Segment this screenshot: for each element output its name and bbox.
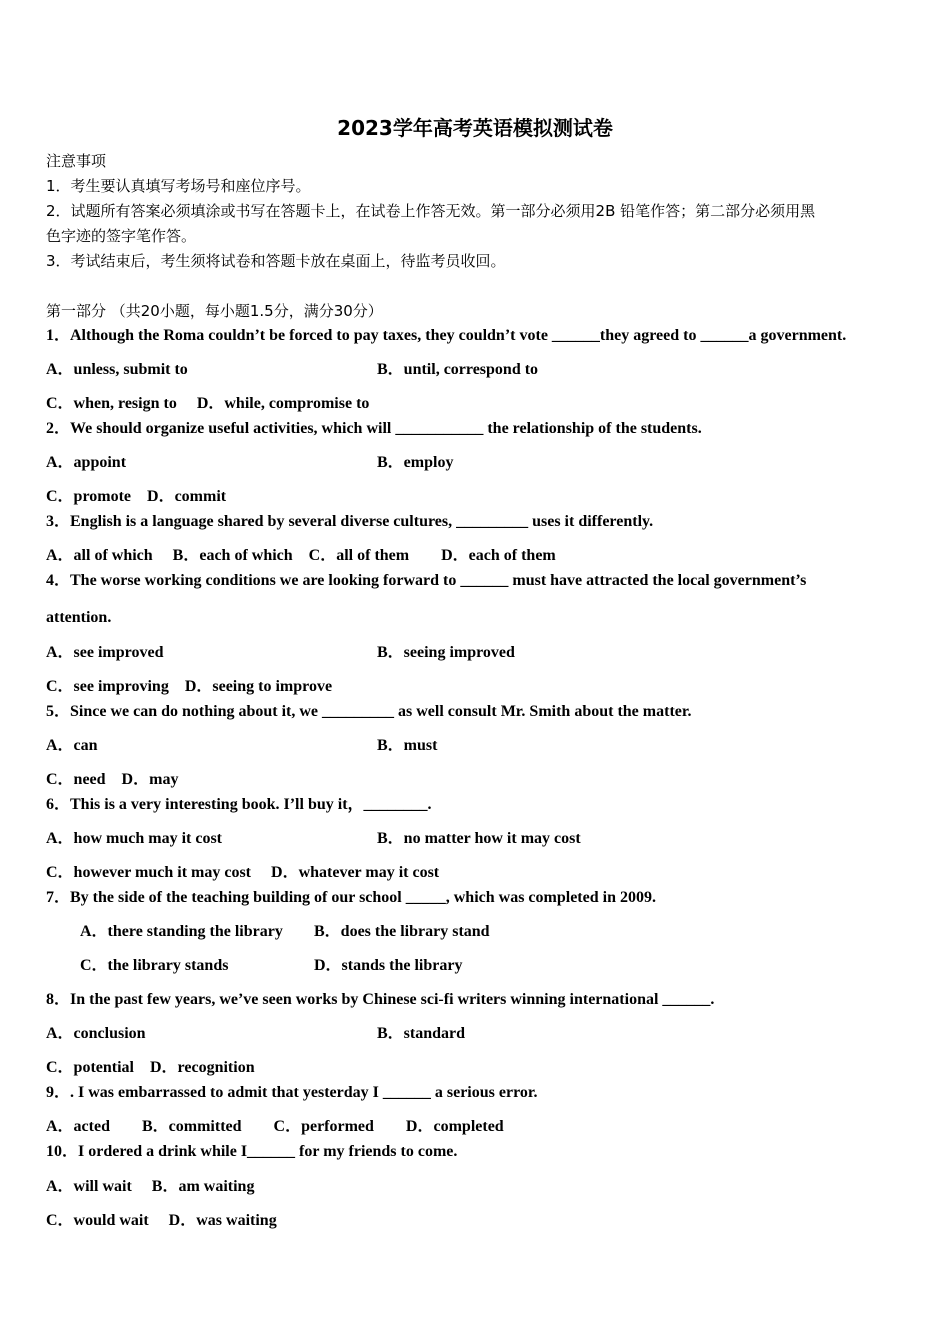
option-a: A．see improved <box>46 644 164 661</box>
notice-item: 色字迹的签字笔作答。 <box>46 227 197 245</box>
question-stem: 3．English is a language shared by several diverse cultures, _________ uses it differently. <box>46 513 654 530</box>
option-cd: C．need D．may <box>46 771 179 788</box>
question-stem: 5．Since we can do nothing about it, we _________ as well consult Mr. Smith about the matter. <box>46 703 692 720</box>
option-cd: C．however much it may cost D．whatever may it cost <box>46 864 440 881</box>
option-ab: A．will wait B．am waiting <box>46 1178 255 1195</box>
option-b: B．standard <box>377 1025 466 1042</box>
question-stem: 9．. I was embarrassed to admit that yesterday I ______ a serious error. <box>46 1084 538 1101</box>
option-a: A．how much may it cost <box>46 830 222 847</box>
option-a: A．unless, submit to <box>46 361 188 378</box>
question-stem: 2．We should organize useful activities, which will ___________ the relationship of the students. <box>46 420 702 437</box>
question-stem: 1．Although the Roma couldn’t be forced to pay taxes, they couldn’t vote ______they agreed to ______a government. <box>46 327 847 344</box>
option-b: B．employ <box>377 454 454 471</box>
option-a: A．can <box>46 737 98 754</box>
option-b: B．must <box>377 737 438 754</box>
question-stem: 10．I ordered a drink while I______ for my friends to come. <box>46 1143 458 1160</box>
option-cd: C．potential D．recognition <box>46 1059 255 1076</box>
option-abcd: A．acted B．committed C．performed D．completed <box>46 1118 504 1135</box>
option-b: B．no matter how it may cost <box>377 830 581 847</box>
option-d: D．stands the library <box>314 957 463 974</box>
question-stem: 6．This is a very interesting book. I’ll buy it，________. <box>46 796 432 813</box>
option-cd: C．promote D．commit <box>46 488 227 505</box>
question-stem-continued: attention. <box>46 609 112 626</box>
option-cd: C．see improving D．seeing to improve <box>46 678 333 695</box>
section-heading: 第一部分 （共20小题，每小题1.5分，满分30分） <box>46 302 383 320</box>
page-title: 2023学年高考英语模拟测试卷 <box>337 116 613 140</box>
question-stem: 8．In the past few years, we’ve seen works by Chinese sci-fi writers winning international ______. <box>46 991 715 1008</box>
question-stem: 7．By the side of the teaching building of our school _____, which was completed in 2009. <box>46 889 656 906</box>
option-cd: C．when, resign to D．while, compromise to <box>46 395 370 412</box>
option-c: C．the library stands <box>80 957 229 974</box>
option-cd: C．would wait D．was waiting <box>46 1212 277 1229</box>
option-abcd: A．all of which B．each of which C．all of them D．each of them <box>46 547 556 564</box>
option-a: A．appoint <box>46 454 127 471</box>
option-b: B．does the library stand <box>314 923 490 940</box>
notice-heading: 注意事项 <box>46 152 107 170</box>
option-b: B．until, correspond to <box>377 361 539 378</box>
option-b: B．seeing improved <box>377 644 515 661</box>
notice-item: 2．试题所有答案必须填涂或书写在答题卡上，在试卷上作答无效。第一部分必须用2B 铅笔作答；第二部分必须用黑 <box>46 202 816 220</box>
notice-item: 1．考生要认真填写考场号和座位序号。 <box>46 177 311 195</box>
option-a: A．there standing the library <box>80 923 283 940</box>
notice-item: 3．考试结束后，考生须将试卷和答题卡放在桌面上，待监考员收回。 <box>46 252 506 270</box>
option-a: A．conclusion <box>46 1025 146 1042</box>
question-stem: 4．The worse working conditions we are looking forward to ______ must have attracted the local government’s <box>46 572 807 589</box>
